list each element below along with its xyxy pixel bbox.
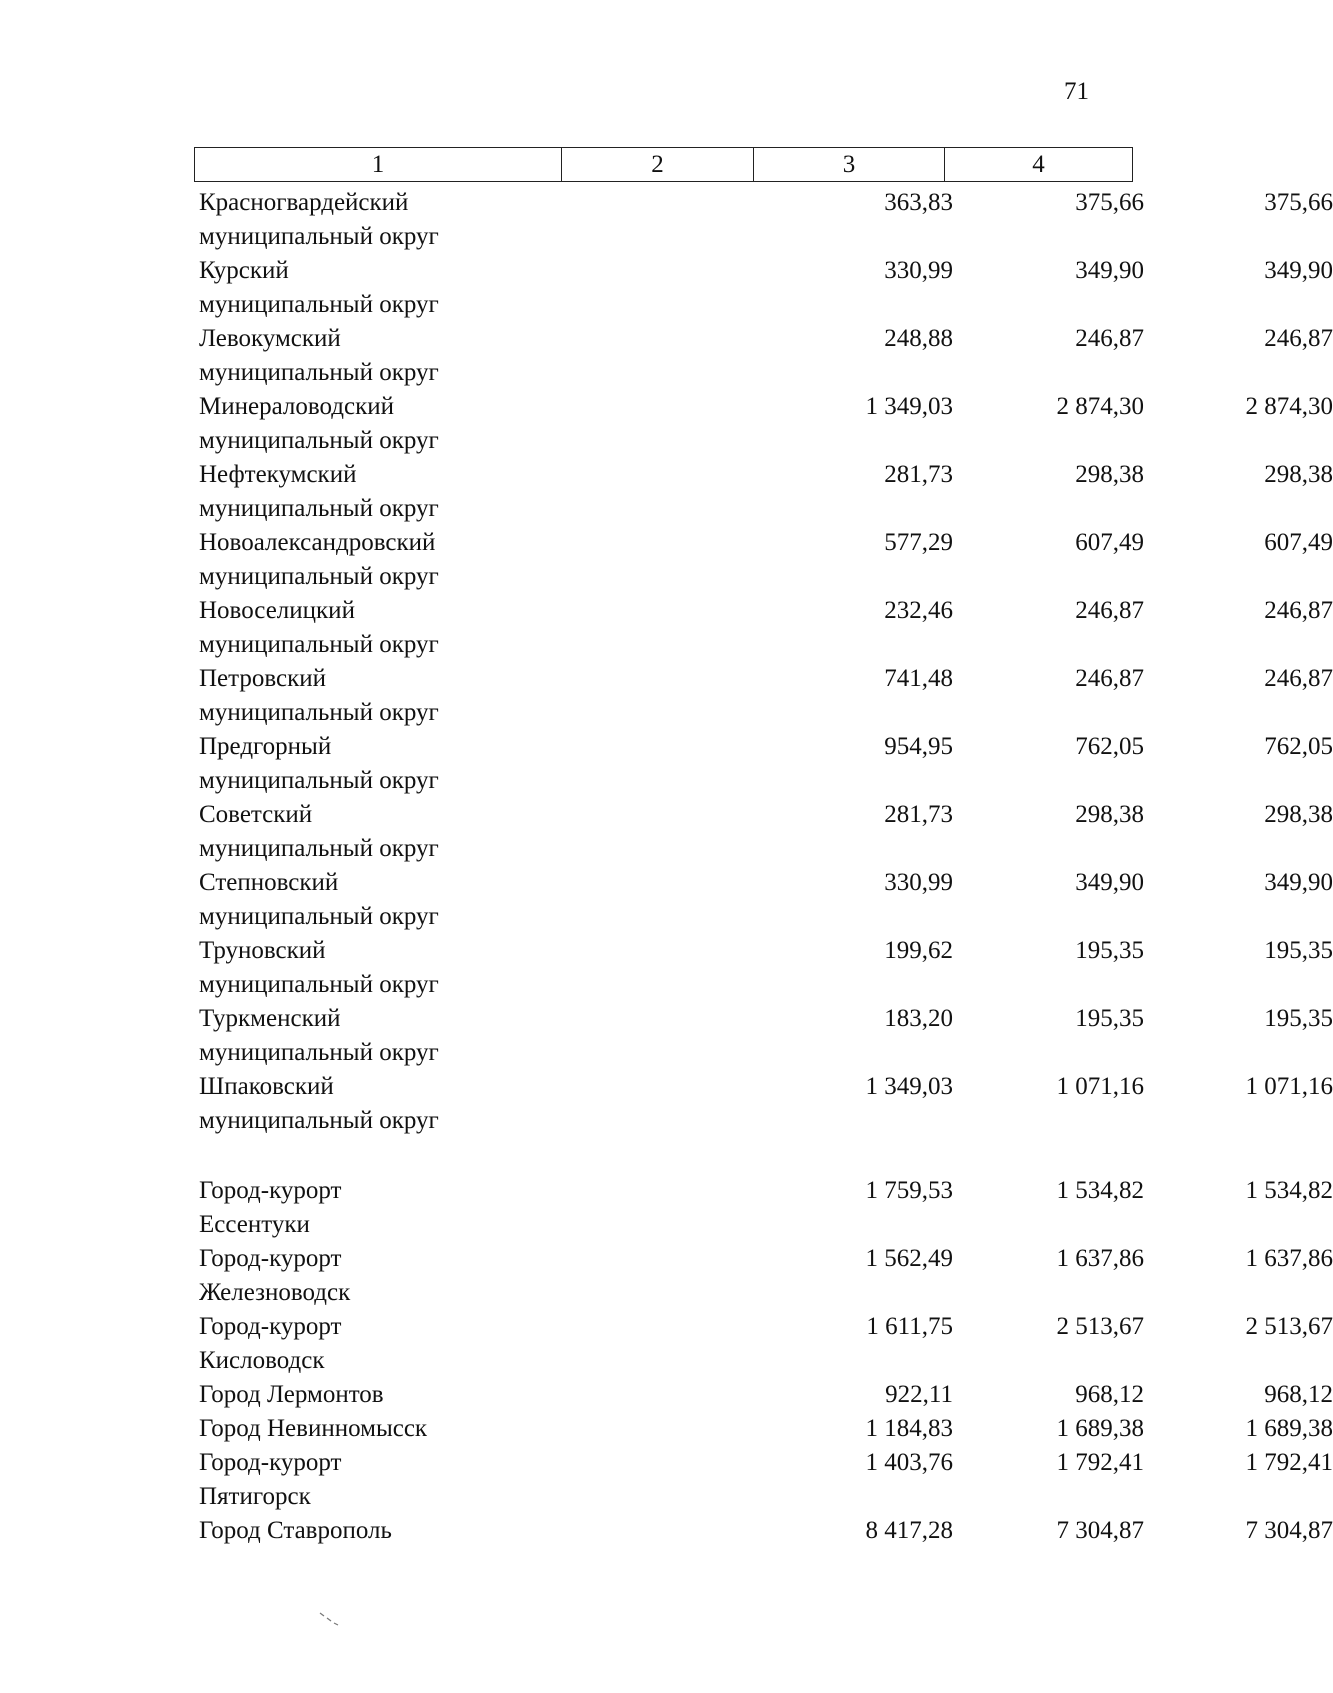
row-name-line1: Город-курорт	[199, 1177, 342, 1204]
table-row	[199, 866, 1333, 934]
table-row	[199, 458, 1333, 526]
table-row	[199, 1002, 1333, 1070]
row-name-line1: Город Ставрополь	[199, 1517, 392, 1544]
table-row	[199, 1412, 1333, 1446]
row-value-col4: 298,38	[1264, 461, 1333, 488]
row-value-col4: 1 689,38	[1245, 1415, 1333, 1442]
row-value-col2: 1 184,83	[865, 1415, 953, 1442]
row-value-col4: 1 071,16	[1245, 1073, 1333, 1100]
scan-speck-mark	[318, 1611, 346, 1627]
row-value-col2: 8 417,28	[865, 1517, 953, 1544]
column-header-3: 3	[754, 148, 945, 182]
table-row	[199, 1174, 1333, 1242]
row-value-col3: 1 689,38	[1056, 1415, 1144, 1442]
row-value-col3: 246,87	[1075, 665, 1144, 692]
row-name-line2: муниципальный округ	[199, 631, 439, 658]
row-value-col4: 246,87	[1264, 597, 1333, 624]
table-row	[199, 1070, 1333, 1138]
row-value-col2: 330,99	[884, 257, 953, 284]
row-name-line1: Город Невинномысск	[199, 1415, 428, 1442]
row-value-col4: 349,90	[1264, 869, 1333, 896]
row-value-col2: 232,46	[884, 597, 953, 624]
row-name-line1: Туркменский	[199, 1005, 341, 1032]
row-name-line1: Шпаковский	[199, 1073, 334, 1100]
row-value-col4: 246,87	[1264, 325, 1333, 352]
row-value-col4: 2 513,67	[1245, 1313, 1333, 1340]
row-name-line2: Пятигорск	[199, 1483, 311, 1510]
row-value-col2: 281,73	[884, 801, 953, 828]
row-name-line1: Предгорный	[199, 733, 332, 760]
column-header-4: 4	[945, 148, 1133, 182]
row-name-line1: Левокумский	[199, 325, 341, 352]
row-value-col3: 1 534,82	[1056, 1177, 1144, 1204]
row-value-col2: 1 759,53	[865, 1177, 953, 1204]
column-header-table	[194, 147, 1133, 182]
table-row	[199, 390, 1333, 458]
table-row	[199, 526, 1333, 594]
row-name-line2: муниципальный округ	[199, 223, 439, 250]
row-value-col2: 1 349,03	[865, 1073, 953, 1100]
row-name-line2: муниципальный округ	[199, 971, 439, 998]
row-value-col4: 1 792,41	[1245, 1449, 1333, 1476]
row-value-col4: 349,90	[1264, 257, 1333, 284]
row-value-col2: 363,83	[884, 189, 953, 216]
row-value-col4: 246,87	[1264, 665, 1333, 692]
row-value-col3: 195,35	[1075, 1005, 1144, 1032]
row-value-col3: 968,12	[1075, 1381, 1144, 1408]
row-value-col4: 607,49	[1264, 529, 1333, 556]
row-name-line1: Город-курорт	[199, 1449, 342, 1476]
row-value-col3: 375,66	[1075, 189, 1144, 216]
row-value-col2: 1 562,49	[865, 1245, 953, 1272]
table-row	[199, 1378, 1333, 1412]
row-value-col4: 195,35	[1264, 1005, 1333, 1032]
row-value-col2: 1 349,03	[865, 393, 953, 420]
row-value-col3: 7 304,87	[1056, 1517, 1144, 1544]
row-name-line2: муниципальный округ	[199, 359, 439, 386]
row-value-col4: 195,35	[1264, 937, 1333, 964]
table-row	[199, 798, 1333, 866]
row-value-col4: 1 637,86	[1245, 1245, 1333, 1272]
row-name-line1: Курский	[199, 257, 289, 284]
row-name-line2: муниципальный округ	[199, 291, 439, 318]
row-name-line1: Красногвардейский	[199, 189, 409, 216]
row-value-col3: 349,90	[1075, 257, 1144, 284]
row-value-col2: 199,62	[884, 937, 953, 964]
row-name-line2: муниципальный округ	[199, 767, 439, 794]
row-value-col3: 1 637,86	[1056, 1245, 1144, 1272]
row-name-line2: Кисловодск	[199, 1347, 325, 1374]
row-name-line1: Минераловодский	[199, 393, 395, 420]
row-name-line1: Город-курорт	[199, 1245, 342, 1272]
row-name-line2: муниципальный округ	[199, 427, 439, 454]
table-row	[199, 1242, 1333, 1310]
row-name-line1: Город Лермонтов	[199, 1381, 384, 1408]
municipal-districts-group	[199, 186, 1333, 1138]
row-value-col2: 1 403,76	[865, 1449, 953, 1476]
row-name-line2: муниципальный округ	[199, 835, 439, 862]
row-value-col3: 246,87	[1075, 325, 1144, 352]
row-value-col2: 248,88	[884, 325, 953, 352]
table-row	[199, 1514, 1333, 1548]
table-row	[199, 322, 1333, 390]
row-value-col3: 349,90	[1075, 869, 1144, 896]
row-value-col3: 1 792,41	[1056, 1449, 1144, 1476]
row-name-line1: Степновский	[199, 869, 339, 896]
row-value-col2: 577,29	[884, 529, 953, 556]
row-name-line2: Ессентуки	[199, 1211, 310, 1238]
row-name-line2: муниципальный округ	[199, 563, 439, 590]
row-value-col3: 762,05	[1075, 733, 1144, 760]
page-number: 71	[1064, 78, 1089, 105]
row-value-col3: 195,35	[1075, 937, 1144, 964]
table-row	[199, 254, 1333, 322]
row-value-col4: 7 304,87	[1245, 1517, 1333, 1544]
row-value-col2: 330,99	[884, 869, 953, 896]
row-name-line1: Город-курорт	[199, 1313, 342, 1340]
group-spacer	[199, 1138, 1133, 1174]
table-row	[199, 1446, 1333, 1514]
row-value-col2: 741,48	[884, 665, 953, 692]
table-row	[199, 1310, 1333, 1378]
row-name-line2: муниципальный округ	[199, 1039, 439, 1066]
row-name-line1: Нефтекумский	[199, 461, 357, 488]
table-row	[199, 594, 1333, 662]
row-value-col3: 298,38	[1075, 801, 1144, 828]
row-value-col4: 968,12	[1264, 1381, 1333, 1408]
row-name-line1: Новоалександровский	[199, 529, 436, 556]
row-value-col3: 607,49	[1075, 529, 1144, 556]
column-header-1: 1	[195, 148, 562, 182]
row-value-col2: 954,95	[884, 733, 953, 760]
row-name-line2: муниципальный округ	[199, 903, 439, 930]
row-value-col3: 2 874,30	[1056, 393, 1144, 420]
table-row	[199, 730, 1333, 798]
table-body	[199, 186, 1333, 1548]
row-name-line2: муниципальный округ	[199, 495, 439, 522]
row-name-line2: муниципальный округ	[199, 699, 439, 726]
row-value-col3: 298,38	[1075, 461, 1144, 488]
row-value-col2: 183,20	[884, 1005, 953, 1032]
row-name-line1: Петровский	[199, 665, 327, 692]
row-name-line2: Железноводск	[199, 1279, 351, 1306]
column-header-2: 2	[562, 148, 754, 182]
row-name-line1: Новоселицкий	[199, 597, 355, 624]
row-value-col4: 298,38	[1264, 801, 1333, 828]
cities-group	[199, 1174, 1333, 1548]
row-value-col2: 281,73	[884, 461, 953, 488]
row-value-col3: 1 071,16	[1056, 1073, 1144, 1100]
row-name-line2: муниципальный округ	[199, 1107, 439, 1134]
row-value-col4: 2 874,30	[1245, 393, 1333, 420]
table-row	[199, 934, 1333, 1002]
row-name-line1: Труновский	[199, 937, 326, 964]
row-name-line1: Советский	[199, 801, 313, 828]
row-value-col4: 762,05	[1264, 733, 1333, 760]
table-row	[199, 186, 1333, 254]
table-row	[199, 662, 1333, 730]
row-value-col4: 375,66	[1264, 189, 1333, 216]
row-value-col2: 922,11	[885, 1381, 953, 1408]
row-value-col3: 246,87	[1075, 597, 1144, 624]
row-value-col4: 1 534,82	[1245, 1177, 1333, 1204]
row-value-col2: 1 611,75	[866, 1313, 953, 1340]
row-value-col3: 2 513,67	[1056, 1313, 1144, 1340]
